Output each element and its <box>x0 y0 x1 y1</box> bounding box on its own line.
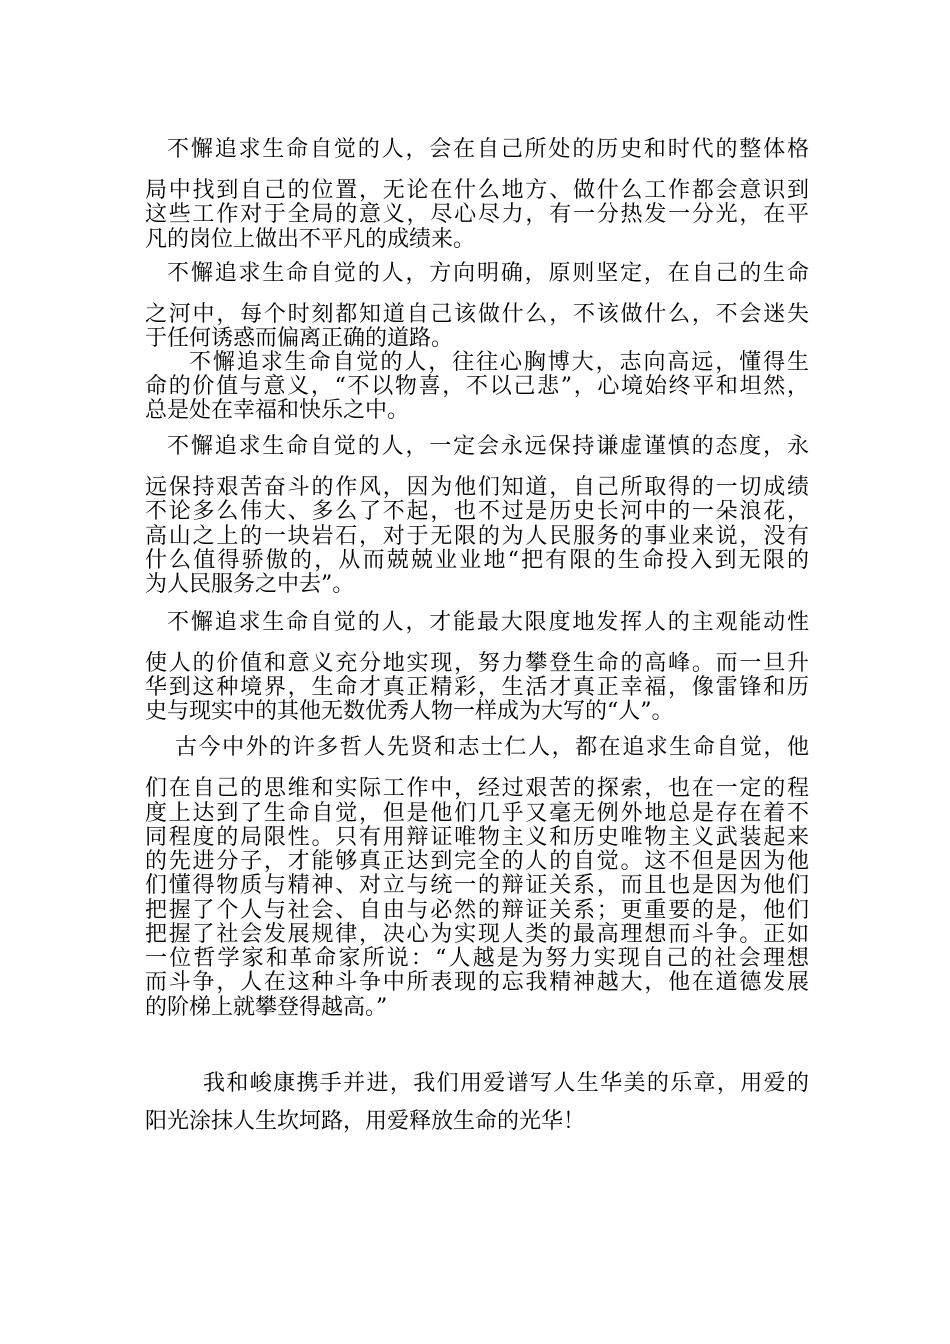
text-line: 们懂得物质与精神、对立与统一的辩证关系，而且也是因为他们 <box>145 873 809 898</box>
text-line: 的阶梯上就攀登得越高。” <box>145 995 388 1020</box>
text-line: 局中找到自己的位置，无论在什么地方、做什么工作都会意识到 <box>145 178 809 203</box>
text-line: 使人的价值和意义充分地实现，努力攀登生命的高峰。而一旦升 <box>145 651 809 676</box>
text-line: 不懈追求生命自觉的人，会在自己所处的历史和时代的整体格 <box>167 137 809 162</box>
text-line: 把握了个人与社会、自由与必然的辩证关系；更重要的是，他们 <box>145 898 809 923</box>
text-line: 远保持艰苦奋斗的作风，因为他们知道，自己所取得的一切成绩 <box>145 475 809 500</box>
text-line: 于任何诱惑而偏离正确的道路。 <box>145 326 454 351</box>
text-line: 阳光涂抹人生坎坷路，用爱释放生命的光华！ <box>145 1109 586 1134</box>
text-line: 史与现实中的其他无数优秀人物一样成为大写的“人”。 <box>145 699 674 724</box>
text-line: 不懈追求生命自觉的人，往往心胸博大，志向高远，懂得生 <box>189 350 809 375</box>
text-line: 什么值得骄傲的，从而兢兢业业地“把有限的生命投入到无限的 <box>145 548 809 573</box>
text-line: 古今中外的许多哲人先贤和志士仁人，都在追求生命自觉，他 <box>175 735 809 760</box>
text-line: 不论多么伟大、多么了不起，也不过是历史长河中的一朵浪花， <box>145 499 809 524</box>
text-line: 凡的岗位上做出不平凡的成绩来。 <box>145 227 476 252</box>
text-line: 总是处在幸福和快乐之中。 <box>145 398 410 423</box>
text-line: 我和峻康携手并进，我们用爱谱写人生华美的乐章，用爱的 <box>203 1071 809 1096</box>
text-line: 不懈追求生命自觉的人，才能最大限度地发挥人的主观能动性 <box>167 610 809 635</box>
text-line: 度上达到了生命自觉，但是他们几乎又毫无例外地总是存在着不 <box>145 801 809 826</box>
text-line: 把握了社会发展规律，决心为实现人类的最高理想而斗争。正如 <box>145 922 809 947</box>
text-line: 高山之上的一块岩石，对于无限的为人民服务的事业来说，没有 <box>145 524 809 549</box>
text-line: 不懈追求生命自觉的人，方向明确，原则坚定，在自己的生命 <box>167 261 809 286</box>
text-line: 华到这种境界，生命才真正精彩，生活才真正幸福，像雷锋和历 <box>145 675 809 700</box>
text-line: 一位哲学家和革命家所说：“人越是为努力实现自己的社会理想 <box>145 946 809 971</box>
text-line: 之河中，每个时刻都知道自己该做什么，不该做什么，不会迷失 <box>145 302 809 327</box>
text-line: 为人民服务之中去”。 <box>145 572 355 597</box>
text-line: 同程度的局限性。只有用辩证唯物主义和历史唯物主义武装起来 <box>145 825 809 850</box>
text-line: 不懈追求生命自觉的人，一定会永远保持谦虚谨慎的态度，永 <box>167 434 809 459</box>
text-line: 这些工作对于全局的意义，尽心尽力，有一分热发一分光，在平 <box>145 202 809 227</box>
text-line: 命的价值与意义，“不以物喜，不以己悲”，心境始终平和坦然， <box>145 374 809 399</box>
text-line: 而斗争，人在这种斗争中所表现的忘我精神越大，他在道德发展 <box>145 970 809 995</box>
text-line: 们在自己的思维和实际工作中，经过艰苦的探索，也在一定的程 <box>145 776 809 801</box>
text-line: 的先进分子，才能够真正达到完全的人的自觉。这不但是因为他 <box>145 849 809 874</box>
